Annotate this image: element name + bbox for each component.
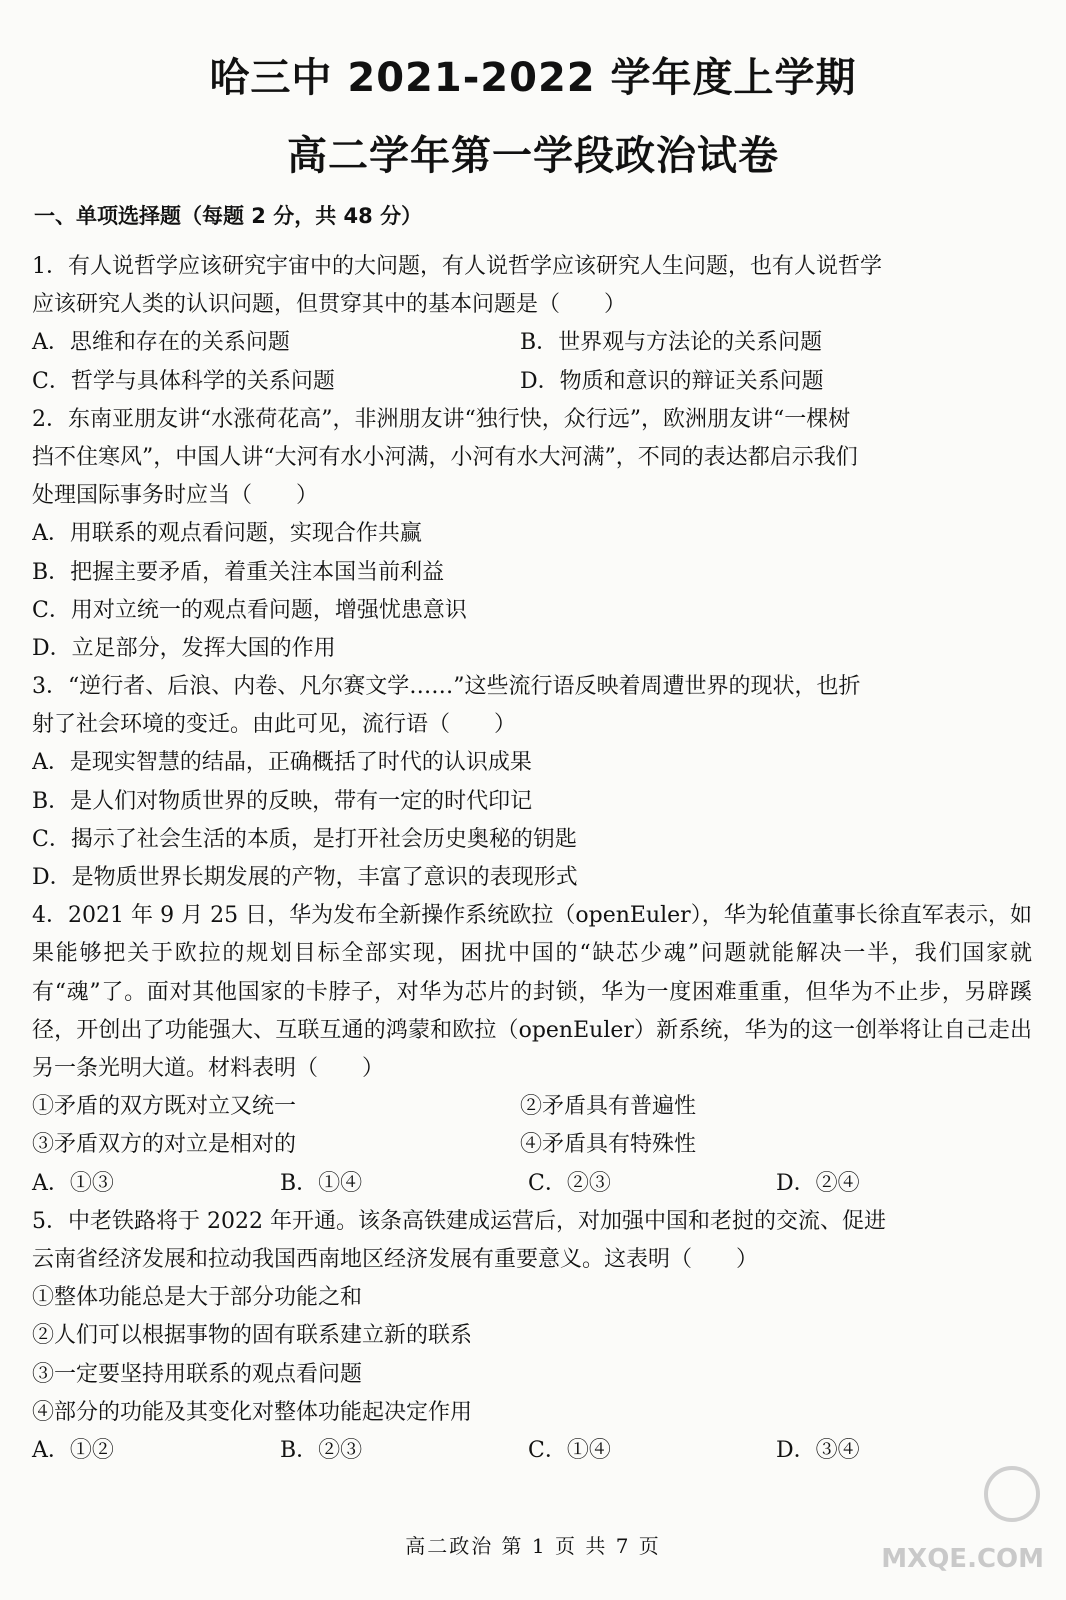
option-b: B．把握主要矛盾，着重关注本国当前利益 xyxy=(32,559,445,585)
question-text: 挡不住寒风”，中国人讲“大河有水小河满，小河有水大河满”，不同的表达都启示我们 xyxy=(32,444,858,470)
question-text: 应该研究人类的认识问题，但贯穿其中的基本问题是（ ） xyxy=(32,292,627,318)
option-c: C．哲学与具体科学的关系问题 xyxy=(32,368,335,394)
option-a: A．用联系的观点看问题，实现合作共赢 xyxy=(32,521,422,547)
watermark-text: MXQE.COM xyxy=(881,1544,1044,1574)
statement-3: ③一定要坚持用联系的观点看问题 xyxy=(32,1361,363,1387)
question-text: 1．有人说哲学应该研究宇宙中的大问题，有人说哲学应该研究人生问题，也有人说哲学 xyxy=(32,254,882,279)
option-b: B．②③ xyxy=(280,1437,363,1463)
option-a: A．是现实智慧的结晶，正确概括了时代的认识成果 xyxy=(32,750,532,776)
option-d: D．是物质世界长期发展的产物，丰富了意识的表现形式 xyxy=(32,865,578,890)
question-text: 云南省经济发展和拉动我国西南地区经济发展有重要意义。这表明（ ） xyxy=(32,1246,759,1272)
statement-3: ③矛盾双方的对立是相对的 xyxy=(32,1132,297,1158)
statement-4: ④矛盾具有特殊性 xyxy=(520,1132,697,1158)
option-d: D．立足部分，发挥大国的作用 xyxy=(32,635,336,661)
section-heading: 一、单项选择题（每题 2 分，共 48 分） xyxy=(34,204,423,228)
statement-1: ①矛盾的双方既对立又统一 xyxy=(32,1094,297,1120)
page-footer: 高二政治 第 1 页 共 7 页 xyxy=(405,1534,661,1558)
statement-4: ④部分的功能及其变化对整体功能起决定作用 xyxy=(32,1399,473,1425)
question-text: 2．东南亚朋友讲“水涨荷花高”，非洲朋友讲“独行快，众行远”，欧洲朋友讲“一棵树 xyxy=(32,406,851,432)
option-c: C．揭示了社会生活的本质，是打开社会历史奥秘的钥匙 xyxy=(32,826,577,852)
statement-2: ②矛盾具有普遍性 xyxy=(520,1094,697,1120)
watermark-logo-icon xyxy=(984,1466,1040,1522)
option-d: D．②④ xyxy=(776,1170,860,1196)
option-b: B．①④ xyxy=(280,1170,363,1196)
option-b: B．世界观与方法论的关系问题 xyxy=(520,330,823,356)
option-d: D．物质和意识的辩证关系问题 xyxy=(520,368,824,394)
question-4 xyxy=(32,897,1032,1203)
question-text: 射了社会环境的变迁。由此可见，流行语（ ） xyxy=(32,712,517,738)
question-2 xyxy=(32,401,1032,668)
question-3 xyxy=(32,668,1032,897)
question-1 xyxy=(32,248,1032,401)
question-text: 3．“逆行者、后浪、内卷、凡尔赛文学……”这些流行语反映着周遭世界的现状，也折 xyxy=(32,674,861,700)
exam-title-line2: 高二学年第一学段政治试卷 xyxy=(287,133,779,179)
questions xyxy=(32,248,1032,1470)
option-c: C．①④ xyxy=(528,1437,611,1463)
exam-title-line1: 哈三中 2021-2022 学年度上学期 xyxy=(209,55,857,101)
watermark xyxy=(881,1462,1044,1582)
option-a: A．①③ xyxy=(32,1170,114,1196)
question-text: 处理国际事务时应当（ ） xyxy=(32,483,319,509)
option-a: A．思维和存在的关系问题 xyxy=(32,330,290,356)
option-c: C．②③ xyxy=(528,1170,611,1196)
question-5 xyxy=(32,1203,1032,1470)
statement-1: ①整体功能总是大于部分功能之和 xyxy=(32,1285,363,1311)
option-b: B．是人们对物质世界的反映，带有一定的时代印记 xyxy=(32,788,533,814)
statement-2: ②人们可以根据事物的固有联系建立新的联系 xyxy=(32,1323,473,1349)
question-text: 4．2021 年 9 月 25 日，华为发布全新操作系统欧拉（openEuler），华为轮值董事长徐直军表示，如果能够把关于欧拉的规划目标全部实现，困扰中国的“缺芯少魂”问题就能解决一半，我们国家就有“魂”了。面对其他国家的卡脖子，对华为芯片的封锁，华为一度困难重重，但华为不止步，另辟蹊径，开创出了功能强大、互联互通的鸿蒙和欧拉（openEuler）新系统，华为的这一创举将让自己走出另一条光明大道。材料表明（ ） xyxy=(32,903,1032,1081)
option-a: A．①② xyxy=(32,1437,114,1463)
question-text: 5．中老铁路将于 2022 年开通。该条高铁建成运营后，对加强中国和老挝的交流、促进 xyxy=(32,1208,886,1234)
option-d: D．③④ xyxy=(776,1437,860,1463)
option-c: C．用对立统一的观点看问题，增强忧患意识 xyxy=(32,597,467,623)
